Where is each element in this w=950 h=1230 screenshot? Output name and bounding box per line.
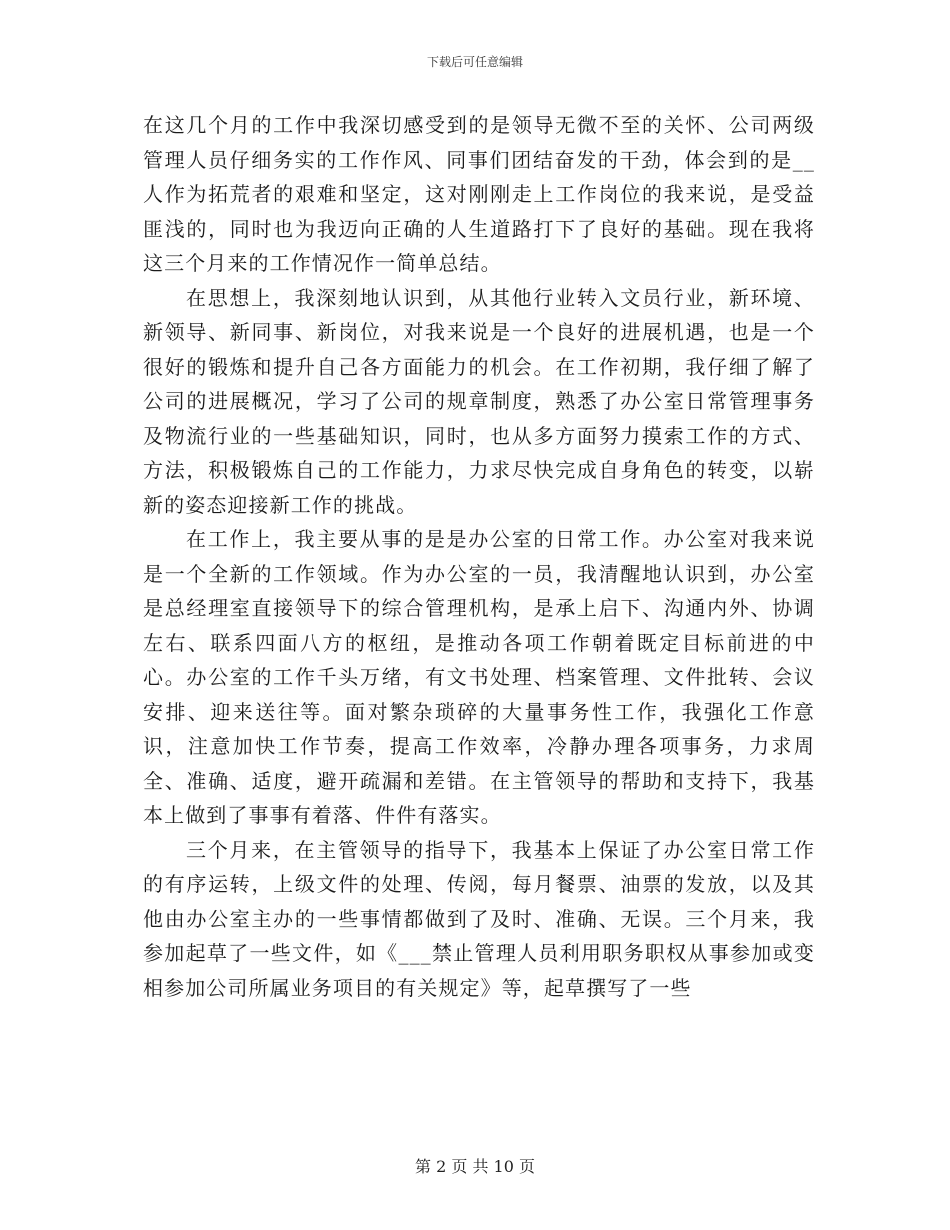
paragraph-1: 在这几个月的工作中我深切感受到的是领导无微不至的关怀、公司两级管理人员仔细务实的工作作风、同事们团结奋发的干劲，体会到的是__人作为拓荒者的艰难和坚定，这对刚刚走上工作岗位的我来说，是受益匪浅的，同时也为我迈向正确的人生道路打下了良好的基础。现在我将这三个月来的工作情况作一简单总结。	[143, 113, 815, 275]
paragraph-3: 在工作上，我主要从事的是是办公室的日常工作。办公室对我来说是一个全新的工作领域。作为办公室的一员，我清醒地认识到，办公室是总经理室直接领导下的综合管理机构，是承上启下、沟通内外、协调左右、联系四面八方的枢纽，是推动各项工作朝着既定目标前进的中心。办公室的工作千头万绪，有文书处理、档案管理、文件批转、会议安排、迎来送往等。面对繁杂琐碎的大量事务性工作，我强化工作意识，注意加快工作节奏，提高工作效率，冷静办理各项事务，力求周全、准确、适度，避开疏漏和差错。在主管领导的帮助和支持下，我基本上做到了事事有着落、件件有落实。	[143, 527, 815, 827]
page-number-footer: 第 2 页 共 10 页	[415, 1157, 535, 1176]
page-header: 下载后可任意编辑	[426, 55, 523, 69]
paragraph-2: 在思想上，我深刻地认识到，从其他行业转入文员行业，新环境、新领导、新同事、新岗位，对我来说是一个良好的进展机遇，也是一个很好的锻炼和提升自己各方面能力的机会。在工作初期，我仔细了解了公司的进展概况，学习了公司的规章制度，熟悉了办公室日常管理事务及物流行业的一些基础知识，同时，也从多方面努力摸索工作的方式、方法，积极锻炼自己的工作能力，力求尽快完成自身角色的转变，以崭新的姿态迎接新工作的挑战。	[143, 285, 815, 517]
paragraph-4: 三个月来，在主管领导的指导下，我基本上保证了办公室日常工作的有序运转，上级文件的处理、传阅，每月餐票、油票的发放，以及其他由办公室主办的一些事情都做到了及时、准确、无误。三个月来，我参加起草了一些文件，如《___禁止管理人员利用职务职权从事参加或变相参加公司所属业务项目的有关规定》等，起草撰写了一些	[143, 837, 815, 1000]
document-body	[143, 108, 815, 1005]
